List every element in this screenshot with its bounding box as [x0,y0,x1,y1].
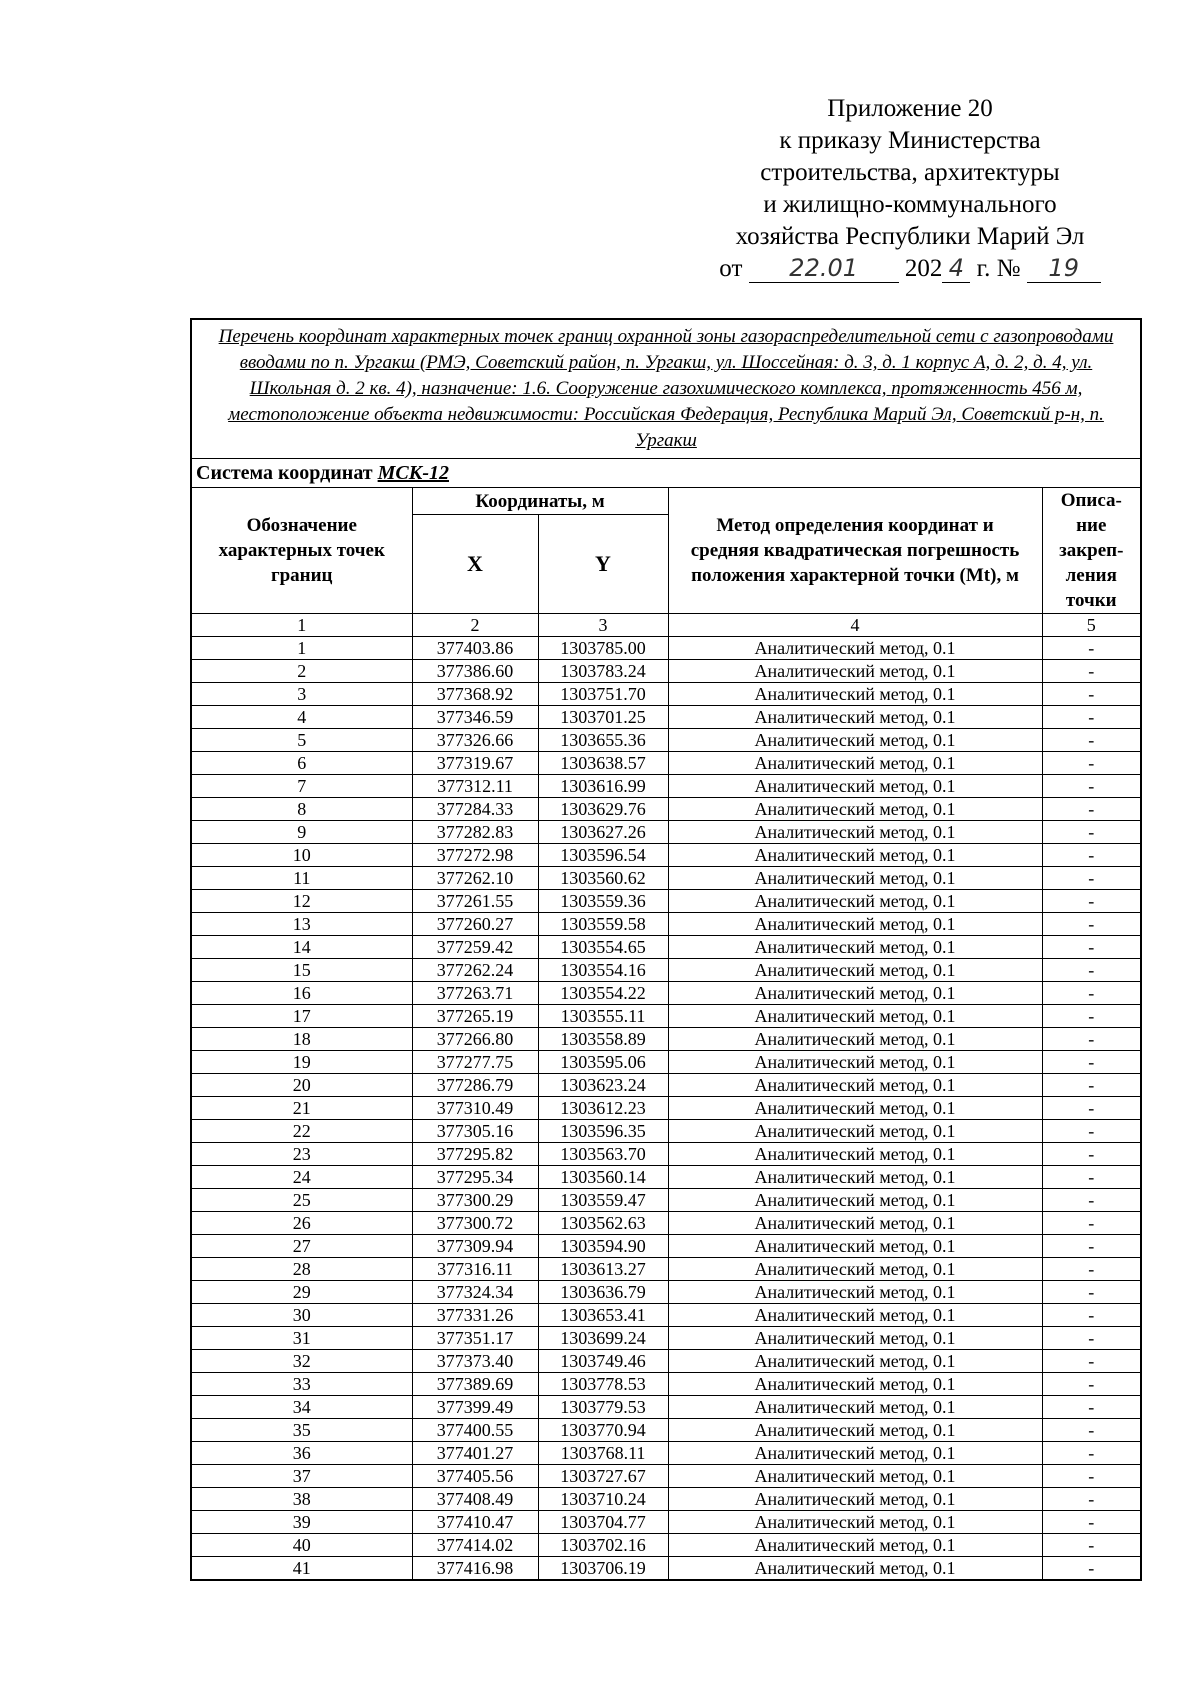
point-number: 5 [191,729,412,752]
method: Аналитический метод, 0.1 [668,1189,1042,1212]
method: Аналитический метод, 0.1 [668,1511,1042,1534]
header-row-1 [191,488,1141,515]
col-header-coords: Координаты, м [412,488,668,515]
coord-x: 377286.79 [412,1074,538,1097]
coord-y: 1303560.14 [538,1166,668,1189]
coord-x: 377262.24 [412,959,538,982]
coord-y: 1303559.47 [538,1189,668,1212]
method: Аналитический метод, 0.1 [668,1235,1042,1258]
coord-x: 377399.49 [412,1396,538,1419]
header-line-4: и жилищно-коммунального [763,191,1057,218]
point-number: 39 [191,1511,412,1534]
table-row [191,1258,1141,1281]
method: Аналитический метод, 0.1 [668,683,1042,706]
method: Аналитический метод, 0.1 [668,729,1042,752]
coord-y: 1303555.11 [538,1005,668,1028]
fixing-description: - [1042,729,1141,752]
coord-x: 377300.72 [412,1212,538,1235]
coord-x: 377266.80 [412,1028,538,1051]
table-row [191,1166,1141,1189]
coord-y: 1303596.54 [538,844,668,867]
table-row [191,1557,1141,1581]
table-row [191,1396,1141,1419]
coord-x: 377389.69 [412,1373,538,1396]
coord-x: 377403.86 [412,637,538,660]
coord-x: 377300.29 [412,1189,538,1212]
order-date-line [719,253,1100,285]
point-number: 13 [191,913,412,936]
coord-y: 1303563.70 [538,1143,668,1166]
coord-x: 377265.19 [412,1005,538,1028]
coord-y: 1303594.90 [538,1235,668,1258]
table-row [191,1074,1141,1097]
coord-x: 377262.10 [412,867,538,890]
coord-y: 1303638.57 [538,752,668,775]
method: Аналитический метод, 0.1 [668,1557,1042,1581]
fixing-description: - [1042,1488,1141,1511]
table-row [191,867,1141,890]
col-index: 1 [191,614,412,637]
coord-x: 377326.66 [412,729,538,752]
fixing-description: - [1042,844,1141,867]
fixing-description: - [1042,1373,1141,1396]
col-index: 5 [1042,614,1141,637]
coord-y: 1303710.24 [538,1488,668,1511]
coord-y: 1303623.24 [538,1074,668,1097]
point-number: 2 [191,660,412,683]
table-row [191,1189,1141,1212]
header-line-3: строительства, архитектуры [760,159,1060,186]
fixing-description: - [1042,821,1141,844]
coord-y: 1303727.67 [538,1465,668,1488]
fixing-description: - [1042,683,1141,706]
coord-x: 377324.34 [412,1281,538,1304]
point-number: 21 [191,1097,412,1120]
point-number: 25 [191,1189,412,1212]
method: Аналитический метод, 0.1 [668,1028,1042,1051]
fixing-description: - [1042,867,1141,890]
coordinates-table-wrapper [190,318,1140,1581]
column-index-row [191,614,1141,637]
table-row [191,1511,1141,1534]
coord-x: 377368.92 [412,683,538,706]
coord-x: 377261.55 [412,890,538,913]
coordinate-system [191,459,1141,488]
fixing-description: - [1042,1189,1141,1212]
col-header-desc: Описа-ние закреп-ления точки [1042,488,1141,614]
coord-y: 1303706.19 [538,1557,668,1581]
table-row [191,1534,1141,1557]
coord-y: 1303559.36 [538,890,668,913]
appendix-title: Приложение 20 [827,95,993,122]
point-number: 22 [191,1120,412,1143]
coord-x: 377401.27 [412,1442,538,1465]
coord-x: 377284.33 [412,798,538,821]
method: Аналитический метод, 0.1 [668,959,1042,982]
table-row [191,913,1141,936]
coord-y: 1303554.65 [538,936,668,959]
table-row [191,1304,1141,1327]
coord-y: 1303595.06 [538,1051,668,1074]
coord-x: 377400.55 [412,1419,538,1442]
table-row [191,1143,1141,1166]
table-row [191,1327,1141,1350]
point-number: 4 [191,706,412,729]
point-number: 11 [191,867,412,890]
fixing-description: - [1042,1281,1141,1304]
coord-y: 1303559.58 [538,913,668,936]
from-label: от [719,255,743,282]
coord-x: 377416.98 [412,1557,538,1581]
method: Аналитический метод, 0.1 [668,867,1042,890]
fixing-description: - [1042,1534,1141,1557]
coord-x: 377260.27 [412,913,538,936]
fixing-description: - [1042,890,1141,913]
coord-x: 377312.11 [412,775,538,798]
fixing-description: - [1042,1235,1141,1258]
point-number: 26 [191,1212,412,1235]
point-number: 18 [191,1028,412,1051]
table-row [191,637,1141,660]
point-number: 27 [191,1235,412,1258]
method: Аналитический метод, 0.1 [668,1074,1042,1097]
coord-y: 1303770.94 [538,1419,668,1442]
point-number: 30 [191,1304,412,1327]
fixing-description: - [1042,1212,1141,1235]
coordinate-system-label: Система координат [196,462,373,484]
method: Аналитический метод, 0.1 [668,844,1042,867]
col-index: 4 [668,614,1042,637]
coord-y: 1303699.24 [538,1327,668,1350]
point-number: 17 [191,1005,412,1028]
table-row [191,844,1141,867]
fixing-description: - [1042,1074,1141,1097]
method: Аналитический метод, 0.1 [668,1005,1042,1028]
method: Аналитический метод, 0.1 [668,1350,1042,1373]
point-number: 35 [191,1419,412,1442]
coord-x: 377263.71 [412,982,538,1005]
point-number: 41 [191,1557,412,1581]
point-number: 36 [191,1442,412,1465]
method: Аналитический метод, 0.1 [668,1396,1042,1419]
method: Аналитический метод, 0.1 [668,1304,1042,1327]
point-number: 10 [191,844,412,867]
coord-x: 377272.98 [412,844,538,867]
table-row [191,1350,1141,1373]
coord-y: 1303612.23 [538,1097,668,1120]
table-title-row [191,319,1141,459]
fixing-description: - [1042,1557,1141,1581]
method: Аналитический метод, 0.1 [668,1465,1042,1488]
fixing-description: - [1042,1511,1141,1534]
coord-y: 1303779.53 [538,1396,668,1419]
fixing-description: - [1042,660,1141,683]
fixing-description: - [1042,1028,1141,1051]
coord-y: 1303655.36 [538,729,668,752]
fixing-description: - [1042,1442,1141,1465]
coord-x: 377295.34 [412,1166,538,1189]
table-row [191,798,1141,821]
point-number: 24 [191,1166,412,1189]
table-row [191,821,1141,844]
method: Аналитический метод, 0.1 [668,1051,1042,1074]
fixing-description: - [1042,913,1141,936]
col-index: 2 [412,614,538,637]
table-row [191,1120,1141,1143]
coord-x: 377310.49 [412,1097,538,1120]
method: Аналитический метод, 0.1 [668,936,1042,959]
table-row [191,1028,1141,1051]
fixing-description: - [1042,775,1141,798]
year-prefix: 202 [904,255,943,282]
point-number: 12 [191,890,412,913]
method: Аналитический метод, 0.1 [668,1166,1042,1189]
table-row [191,1281,1141,1304]
method: Аналитический метод, 0.1 [668,1442,1042,1465]
method: Аналитический метод, 0.1 [668,821,1042,844]
fixing-description: - [1042,959,1141,982]
coord-x: 377282.83 [412,821,538,844]
coord-y: 1303554.16 [538,959,668,982]
fixing-description: - [1042,798,1141,821]
point-number: 37 [191,1465,412,1488]
point-number: 29 [191,1281,412,1304]
fixing-description: - [1042,1051,1141,1074]
method: Аналитический метод, 0.1 [668,660,1042,683]
method: Аналитический метод, 0.1 [668,1419,1042,1442]
handwritten-date: 22.01 [749,254,899,283]
fixing-description: - [1042,1097,1141,1120]
coord-x: 377410.47 [412,1511,538,1534]
table-title: Перечень координат характерных точек границ охранной зоны газораспределительной сети с газопроводами вводами по п. Ургакш (РМЭ, Советский район, п. Ургакш, ул. Шоссейная: д. 3, д. 1 корпус А, д. 2, д. 4, ул. Школьная д. 2 кв. 4), назначение: 1.6. Сооружение газохимического комплекса, протяженность 456 м, местоположение объекта недвижимости: Российская Федерация, Республика Марий Эл, Советский р-н, п. Ургакш [191,319,1141,459]
header-line-2: к приказу Министерства [779,127,1041,154]
method: Аналитический метод, 0.1 [668,1373,1042,1396]
table-row [191,936,1141,959]
coord-y: 1303613.27 [538,1258,668,1281]
table-row [191,775,1141,798]
coord-y: 1303629.76 [538,798,668,821]
coord-x: 377331.26 [412,1304,538,1327]
point-number: 32 [191,1350,412,1373]
method: Аналитический метод, 0.1 [668,706,1042,729]
col-header-x: X [412,515,538,614]
point-number: 40 [191,1534,412,1557]
method: Аналитический метод, 0.1 [668,775,1042,798]
method: Аналитический метод, 0.1 [668,1534,1042,1557]
header-line-5: хозяйства Республики Марий Эл [735,223,1085,250]
coord-y: 1303558.89 [538,1028,668,1051]
table-row [191,683,1141,706]
fixing-description: - [1042,1143,1141,1166]
fixing-description: - [1042,1166,1141,1189]
coord-y: 1303596.35 [538,1120,668,1143]
point-number: 23 [191,1143,412,1166]
table-row [191,660,1141,683]
coord-x: 377408.49 [412,1488,538,1511]
coord-x: 377414.02 [412,1534,538,1557]
coord-y: 1303785.00 [538,637,668,660]
coordinates-table [190,318,1142,1581]
fixing-description: - [1042,1005,1141,1028]
point-number: 28 [191,1258,412,1281]
table-row [191,752,1141,775]
table-row [191,1373,1141,1396]
point-number: 33 [191,1373,412,1396]
point-number: 8 [191,798,412,821]
method: Аналитический метод, 0.1 [668,890,1042,913]
coordinate-system-name: МСК-12 [377,462,449,484]
handwritten-order-number: 19 [1027,254,1101,283]
coord-x: 377319.67 [412,752,538,775]
fixing-description: - [1042,1396,1141,1419]
coord-y: 1303554.22 [538,982,668,1005]
coord-y: 1303653.41 [538,1304,668,1327]
fixing-description: - [1042,1304,1141,1327]
coord-y: 1303704.77 [538,1511,668,1534]
coord-y: 1303702.16 [538,1534,668,1557]
method: Аналитический метод, 0.1 [668,1120,1042,1143]
table-row [191,1005,1141,1028]
table-row [191,1442,1141,1465]
point-number: 6 [191,752,412,775]
point-number: 14 [191,936,412,959]
coord-y: 1303636.79 [538,1281,668,1304]
point-number: 38 [191,1488,412,1511]
fixing-description: - [1042,637,1141,660]
coord-y: 1303560.62 [538,867,668,890]
col-header-method: Метод определения координат и средняя квадратическая погрешность положения характерной точки (Mt), м [668,488,1042,614]
table-row [191,1051,1141,1074]
handwritten-year-digit: 4 [942,254,970,283]
fixing-description: - [1042,1327,1141,1350]
coord-x: 377295.82 [412,1143,538,1166]
coord-x: 377351.17 [412,1327,538,1350]
coord-x: 377309.94 [412,1235,538,1258]
coord-x: 377405.56 [412,1465,538,1488]
col-index: 3 [538,614,668,637]
col-header-point: Обозначение характерных точек границ [191,488,412,614]
year-suffix: г. № [976,255,1021,282]
fixing-description: - [1042,982,1141,1005]
coord-x: 377259.42 [412,936,538,959]
coordinate-system-row [191,459,1141,488]
table-row [191,1488,1141,1511]
fixing-description: - [1042,1120,1141,1143]
table-row [191,1212,1141,1235]
table-row [191,1097,1141,1120]
fixing-description: - [1042,752,1141,775]
coord-x: 377305.16 [412,1120,538,1143]
col-header-y: Y [538,515,668,614]
table-row [191,706,1141,729]
method: Аналитический метод, 0.1 [668,1212,1042,1235]
coord-y: 1303749.46 [538,1350,668,1373]
fixing-description: - [1042,936,1141,959]
coord-x: 377373.40 [412,1350,538,1373]
point-number: 3 [191,683,412,706]
coord-x: 377386.60 [412,660,538,683]
table-row [191,1465,1141,1488]
point-number: 19 [191,1051,412,1074]
point-number: 1 [191,637,412,660]
table-row [191,729,1141,752]
coord-y: 1303562.63 [538,1212,668,1235]
table-row [191,890,1141,913]
fixing-description: - [1042,1258,1141,1281]
point-number: 15 [191,959,412,982]
coord-x: 377316.11 [412,1258,538,1281]
method: Аналитический метод, 0.1 [668,1281,1042,1304]
point-number: 16 [191,982,412,1005]
method: Аналитический метод, 0.1 [668,1488,1042,1511]
method: Аналитический метод, 0.1 [668,913,1042,936]
fixing-description: - [1042,1419,1141,1442]
method: Аналитический метод, 0.1 [668,798,1042,821]
method: Аналитический метод, 0.1 [668,982,1042,1005]
coord-y: 1303616.99 [538,775,668,798]
method: Аналитический метод, 0.1 [668,1258,1042,1281]
document-header [660,93,1160,285]
method: Аналитический метод, 0.1 [668,752,1042,775]
point-number: 7 [191,775,412,798]
table-row [191,1235,1141,1258]
table-row [191,1419,1141,1442]
coord-y: 1303778.53 [538,1373,668,1396]
method: Аналитический метод, 0.1 [668,637,1042,660]
coord-x: 377346.59 [412,706,538,729]
fixing-description: - [1042,1350,1141,1373]
coord-x: 377277.75 [412,1051,538,1074]
point-number: 34 [191,1396,412,1419]
point-number: 9 [191,821,412,844]
method: Аналитический метод, 0.1 [668,1097,1042,1120]
coord-y: 1303768.11 [538,1442,668,1465]
table-row [191,982,1141,1005]
coord-y: 1303627.26 [538,821,668,844]
fixing-description: - [1042,706,1141,729]
coord-y: 1303701.25 [538,706,668,729]
point-number: 20 [191,1074,412,1097]
method: Аналитический метод, 0.1 [668,1143,1042,1166]
table-row [191,959,1141,982]
fixing-description: - [1042,1465,1141,1488]
point-number: 31 [191,1327,412,1350]
coord-y: 1303751.70 [538,683,668,706]
method: Аналитический метод, 0.1 [668,1327,1042,1350]
coord-y: 1303783.24 [538,660,668,683]
